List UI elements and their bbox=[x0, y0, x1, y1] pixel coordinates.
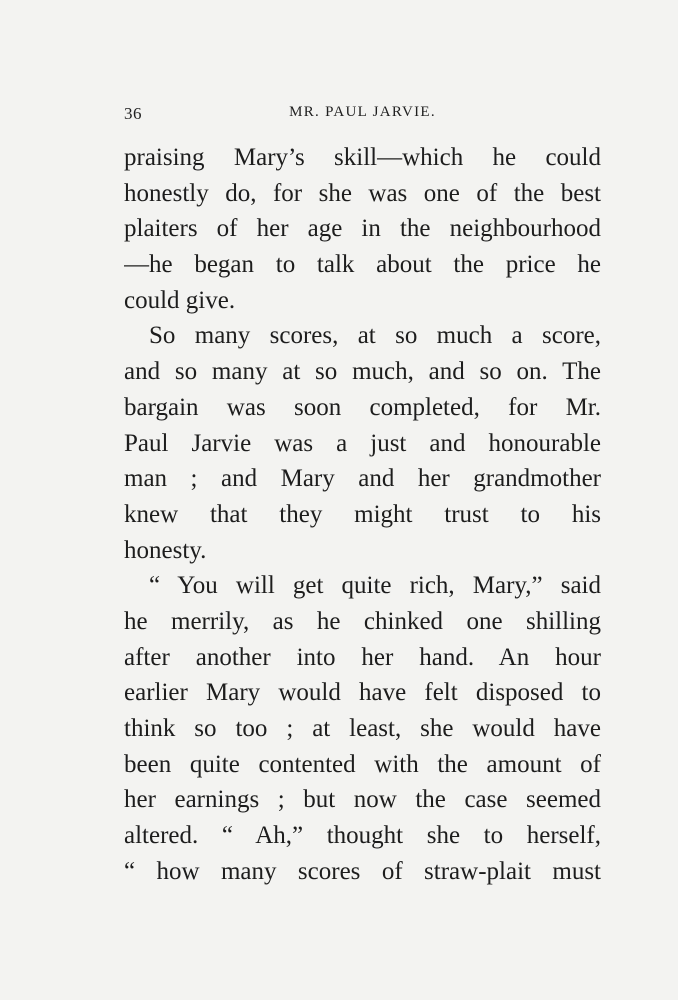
text-line: honestly do, for she was one of the best bbox=[124, 179, 601, 207]
text-line: honesty. bbox=[124, 536, 207, 564]
paragraph-3 bbox=[124, 568, 601, 889]
text-line: he merrily, as he chinked one shilling bbox=[124, 607, 601, 635]
text-line: been quite contented with the amount of bbox=[124, 750, 601, 778]
running-head bbox=[124, 104, 601, 128]
paragraph-2 bbox=[124, 318, 601, 568]
text-line: and so many at so much, and so on. The bbox=[124, 358, 601, 386]
text-line: praising Mary’s skill—which he could bbox=[124, 144, 601, 171]
paragraph-1 bbox=[124, 140, 601, 318]
text-line: altered. “ Ah,” thought she to herself, bbox=[124, 822, 601, 850]
text-line: bargain was soon completed, for Mr. bbox=[124, 393, 601, 421]
text-line: So many scores, at so much a score, bbox=[149, 322, 601, 350]
text-line: man ; and Mary and her grandmother bbox=[124, 465, 601, 493]
text-line: think so too ; at least, she would have bbox=[124, 715, 601, 742]
text-line: knew that they might trust to his bbox=[124, 500, 601, 528]
text-line: her earnings ; but now the case seemed bbox=[124, 786, 601, 814]
text-line: —he began to talk about the price he bbox=[124, 251, 601, 279]
text-line: after another into her hand. An hour bbox=[124, 643, 601, 671]
text-line: could give. bbox=[124, 286, 236, 314]
text-line: “ how many scores of straw-plait must bbox=[124, 857, 601, 885]
text-line: “ You will get quite rich, Mary,” said bbox=[149, 572, 601, 600]
body-text bbox=[124, 140, 601, 889]
running-title: MR. PAUL JARVIE. bbox=[289, 104, 436, 120]
text-line: earlier Mary would have felt disposed to bbox=[124, 679, 601, 707]
text-line: plaiters of her age in the neighbourhood bbox=[124, 215, 601, 243]
text-line: Paul Jarvie was a just and honourable bbox=[124, 429, 601, 457]
page-number: 36 bbox=[124, 104, 142, 123]
